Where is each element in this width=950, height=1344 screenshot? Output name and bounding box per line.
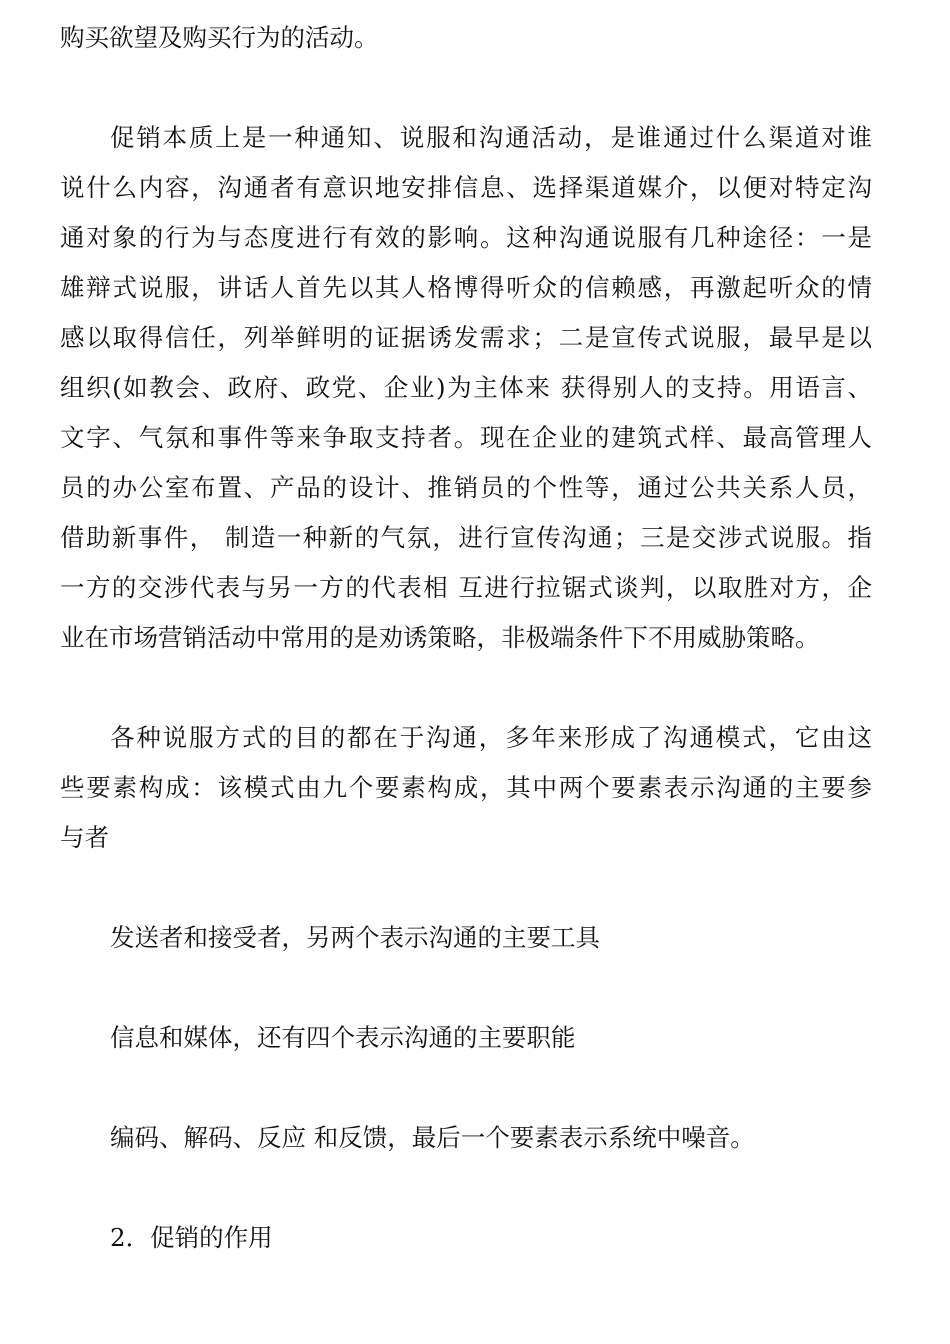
paragraph-gap xyxy=(60,963,872,1013)
paragraph xyxy=(60,1113,872,1163)
paragraph-line: 一方的交涉代表与另一方的代表相 互进行拉锯式谈判，以取胜对方，企 xyxy=(60,573,872,602)
document-page xyxy=(60,0,872,1263)
paragraph-line: 各种说服方式的目的都在于沟通，多年来形成了沟通模式，它由这 xyxy=(110,723,872,752)
paragraph-line: 信息和媒体，还有四个表示沟通的主要职能 xyxy=(110,1023,576,1052)
paragraph xyxy=(60,913,872,963)
paragraph-gap xyxy=(60,1063,872,1113)
paragraph-line: 业在市场营销活动中常用的是劝诱策略，非极端条件下不用威胁策略。 xyxy=(60,623,820,652)
section-heading xyxy=(60,1213,872,1263)
paragraph-line: 说什么内容，沟通者有意识地安排信息、选择渠道媒介，以便对特定沟 xyxy=(60,173,872,202)
paragraph xyxy=(60,713,872,863)
paragraph-line: 通对象的行为与态度进行有效的影响。这种沟通说服有几种途径：一是 xyxy=(60,223,872,252)
paragraph-line: 些要素构成：该模式由九个要素构成，其中两个要素表示沟通的主要参 xyxy=(60,773,872,802)
paragraph-line: 雄辩式说服，讲话人首先以其人格博得听众的信赖感，再激起听众的情 xyxy=(60,273,872,302)
paragraph-gap xyxy=(60,63,872,113)
paragraph-gap xyxy=(60,863,872,913)
paragraph-line: 编码、解码、反应 和反馈，最后一个要素表示系统中噪音。 xyxy=(110,1123,755,1152)
paragraph xyxy=(60,1013,872,1063)
paragraph-line: 感以取得信任，列举鲜明的证据诱发需求；二是宣传式说服，最早是以 xyxy=(60,323,872,352)
paragraph-line: 与者 xyxy=(60,823,109,852)
paragraph-line: 员的办公室布置、产品的设计、推销员的个性等，通过公共关系人员， xyxy=(60,473,872,502)
paragraph-gap xyxy=(60,1163,872,1213)
paragraph-line: 文字、气氛和事件等来争取支持者。现在企业的建筑式样、最高管理人 xyxy=(60,423,872,452)
paragraph-line: 发送者和接受者，另两个表示沟通的主要工具 xyxy=(110,923,600,952)
paragraph-line: 借助新事件， 制造一种新的气氛，进行宣传沟通；三是交涉式说服。指 xyxy=(60,523,872,552)
paragraph-line: 购买欲望及购买行为的活动。 xyxy=(60,23,379,52)
paragraph-line: 促销本质上是一种通知、说服和沟通活动，是谁通过什么渠道对谁 xyxy=(110,123,872,152)
paragraph-gap xyxy=(60,663,872,713)
paragraph xyxy=(60,13,872,63)
paragraph-line: 2．促销的作用 xyxy=(110,1223,273,1252)
paragraph xyxy=(60,113,872,663)
paragraph-line: 组织(如教会、政府、政党、企业)为主体来 获得别人的支持。用语言、 xyxy=(60,373,872,402)
